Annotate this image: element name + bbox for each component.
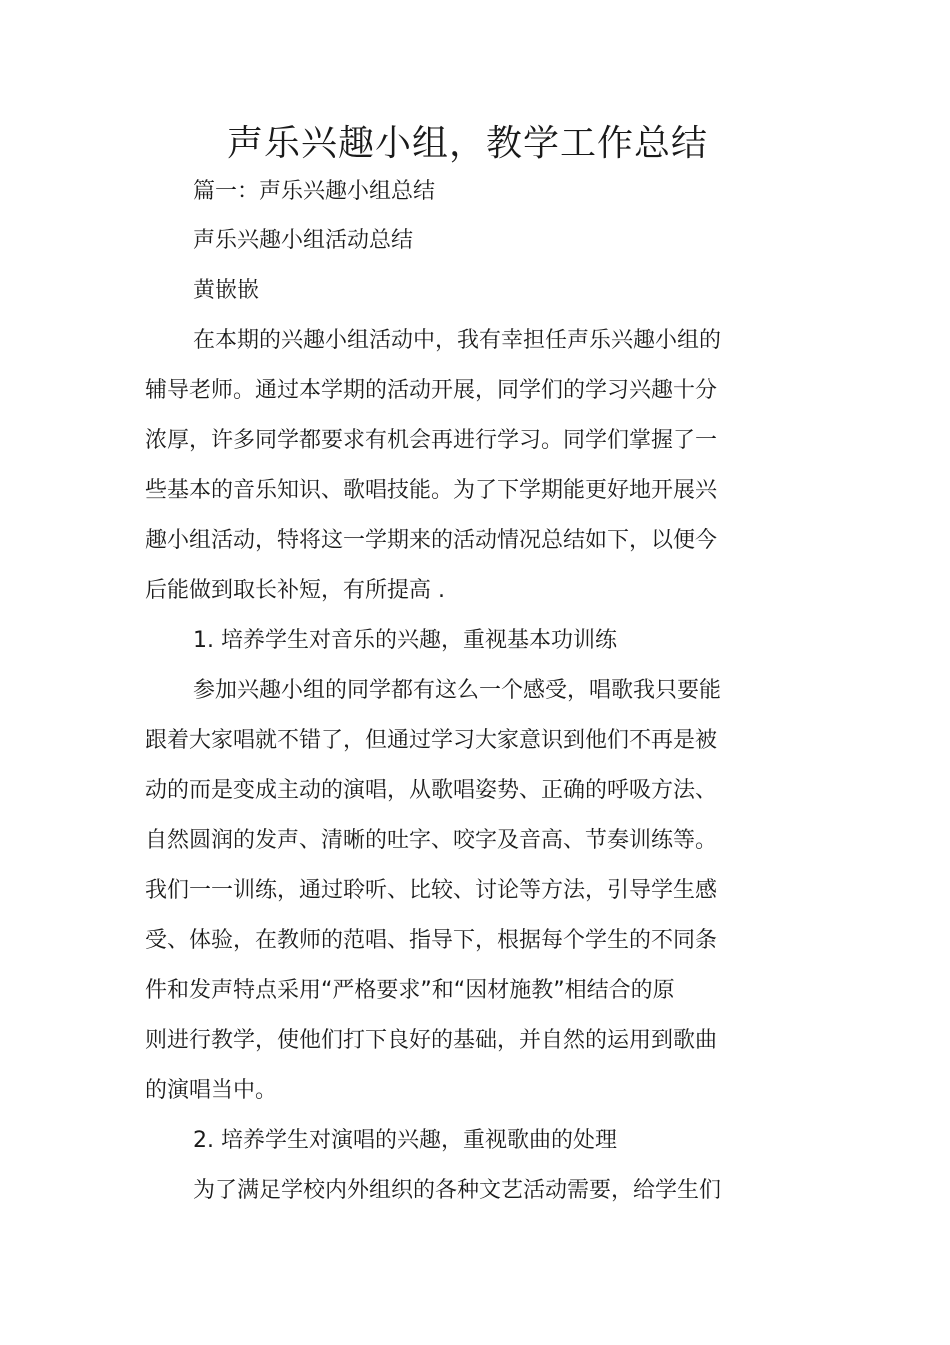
paragraph-line: 趣小组活动，特将这一学期来的活动情况总结如下，以便今	[145, 528, 718, 553]
paragraph-line: 在本期的兴趣小组活动中，我有幸担任声乐兴趣小组的	[193, 328, 722, 353]
section-heading: 2. 培养学生对演唱的兴趣，重视歌曲的处理	[193, 1128, 617, 1153]
paragraph-line: 则进行教学，使他们打下良好的基础，并自然的运用到歌曲	[145, 1028, 718, 1053]
paragraph-line: 受、体验，在教师的范唱、指导下，根据每个学生的不同条	[145, 928, 718, 953]
document-title: 声乐兴趣小组，教学工作总结	[226, 123, 708, 164]
paragraph-line: 浓厚，许多同学都要求有机会再进行学习。同学们掌握了一	[145, 428, 718, 453]
paragraph-line: 跟着大家唱就不错了，但通过学习大家意识到他们不再是被	[145, 728, 718, 753]
paragraph-line: 辅导老师。通过本学期的活动开展，同学们的学习兴趣十分	[145, 378, 718, 403]
paragraph-line: 些基本的音乐知识、歌唱技能。为了下学期能更好地开展兴	[145, 478, 718, 503]
paragraph-line: 参加兴趣小组的同学都有这么一个感受，唱歌我只要能	[193, 678, 722, 703]
paragraph-line: 的演唱当中。	[145, 1078, 278, 1103]
subtitle: 声乐兴趣小组活动总结	[193, 228, 414, 253]
author-name: 黄嵌嵌	[193, 278, 260, 303]
section-heading: 1. 培养学生对音乐的兴趣，重视基本功训练	[193, 628, 617, 653]
paragraph-line: 我们一一训练，通过聆听、比较、讨论等方法，引导学生感	[145, 878, 718, 903]
paragraph-line: 为了满足学校内外组织的各种文艺活动需要，给学生们	[193, 1178, 722, 1203]
section-heading: 篇一：声乐兴趣小组总结	[193, 179, 436, 204]
paragraph-line: 自然圆润的发声、清晰的吐字、咬字及音高、节奏训练等。	[145, 828, 718, 853]
paragraph-line: 件和发声特点采用“严格要求”和“因材施教”相结合的原	[145, 978, 675, 1003]
paragraph-line: 动的而是变成主动的演唱，从歌唱姿势、正确的呼吸方法、	[145, 778, 718, 803]
paragraph-line: 后能做到取长补短，有所提高 .	[145, 578, 445, 603]
